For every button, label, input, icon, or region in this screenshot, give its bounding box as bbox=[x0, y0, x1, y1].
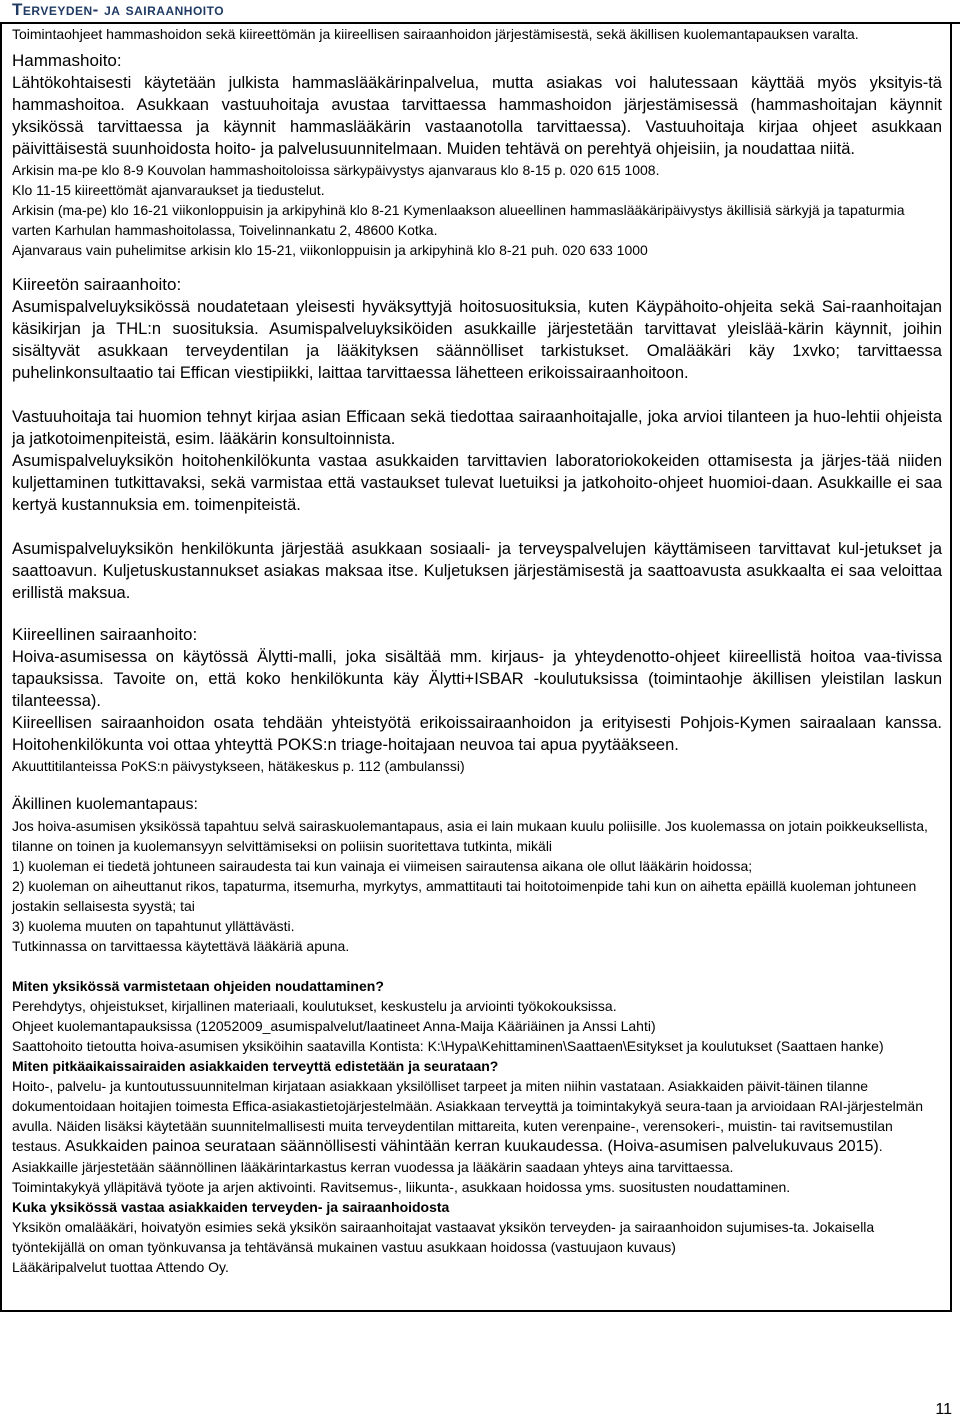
non-urgent-p1: Asumispalveluyksikössä noudatetaan yleisesti hyväksyttyjä hoitosuosituksia, kuten Käypähoito-ohjeita sekä Sai-raanhoitajan käsikirjan ja THL:n suosituksia. Asumispalveluyksiköiden asukkaille järjestetään tarvittavat yleislää-kärin käynnit, joihin sisältyvät asukkaan terveydentilan ja lääkityksen säännölliset tarkistukset. Omalääkäri käy 1xvko; tarvittaessa puhelinkonsultaatio tai Effican viestipiikki, laittaa tarvittaessa lähetteen erikoissairaanhoitoon. bbox=[12, 298, 942, 382]
chronic-answer-1-text: Hoito-, palvelu- ja kuntoutussuunnitelman kirjataan asiakkaan yksilölliset tarpeet ja miten niihin vastataan. Asiakkaiden päivit-täinen tilanne dokumentoidaan hoitajien toimesta Effica-asiakastietojärjestelmään. Asiakkaan terveyttä ja toimintakykyä seura-taan ja arvioidaan RAI-järjestelmän avulla. Näiden lisäksi käytetään suunnitelmallisesti muita terveydentilan mittareita, kuten verenpaine-, verensokeri-, muistin- tai ravitsemustilan testaus. bbox=[12, 1078, 923, 1154]
dental-title: Hammashoito: bbox=[12, 51, 122, 70]
dental-line-1: Arkisin ma-pe klo 8-9 Kouvolan hammashoitoloissa särkypäivystys ajanvaraus klo 8-15 p. 020 615 1008. bbox=[12, 162, 660, 178]
section-heading-bar bbox=[0, 0, 960, 24]
death-item-2: 2) kuoleman on aiheuttanut rikos, tapaturma, itsemurha, myrkytys, ammattitauti tai hoitotoimenpide tahi kun on aihetta epäillä kuoleman johtuneen jostakin sellaisesta syystä; tai bbox=[12, 878, 917, 914]
responsibility-section bbox=[12, 1197, 942, 1277]
dental-body: Lähtökohtaisesti käytetään julkista hammaslääkärinpalvelua, mutta asiakas voi halutessaan käyttää myös yksityis-tä hammashoitoa. Asukkaan vastuuhoitaja avustaa tarvittaessa hammashoidon järjestämisessä (hammashoitajan käynnit yksikössä tarvittaessa ja käynnit hammaslääkärin vastaanotolla tarvittaessa). Vastuuhoitaja kirjaa ohjeet asukkaan päivittäisestä suunhoidosta hoito- ja palvelusuunnitelmaan. Muiden tehtävä on perehtyä ohjeisiin, ja noudattaa niitä. bbox=[12, 74, 942, 158]
non-urgent-section bbox=[12, 274, 942, 604]
chronic-section bbox=[12, 1056, 942, 1197]
death-section bbox=[12, 794, 942, 956]
responsibility-question: Kuka yksikössä vastaa asiakkaiden terveyden- ja sairaanhoidosta bbox=[12, 1199, 450, 1215]
page-number: 11 bbox=[935, 1401, 952, 1418]
monitoring-answer-1: Perehdytys, ohjeistukset, kirjallinen materiaali, koulutukset, keskustelu ja arviointi työkokouksissa. bbox=[12, 998, 617, 1014]
urgent-p3: Akuuttitilanteissa PoKS:n päivystykseen, hätäkeskus p. 112 (ambulanssi) bbox=[12, 758, 465, 774]
non-urgent-p4: Asumispalveluyksikön henkilökunta järjestää asukkaan sosiaali- ja terveyspalvelujen käyttämiseen tarvittavat kul-jetukset ja saattoavun. Kuljetuskustannukset asiakas maksaa itse. Kuljetuksen järjestämisestä ja saattoavusta asukkaalta ei saa veloittaa erillistä maksua. bbox=[12, 540, 942, 602]
responsibility-answer-1: Yksikön omalääkäri, hoivatyön esimies sekä yksikön sairaanhoitajat vastaavat yksikön terveyden- ja sairaanhoidon sujumises-ta. Jokaisella työntekijällä on oman työnkuvansa ja tehtävänsä mukainen vastuu asukkaan hoidossa (vastuujaon kuvaus) bbox=[12, 1219, 875, 1255]
monitoring-question: Miten yksikössä varmistetaan ohjeiden noudattaminen? bbox=[12, 978, 384, 994]
dental-line-2: Klo 11-15 kiireettömät ajanvaraukset ja tiedustelut. bbox=[12, 182, 325, 198]
chronic-answer-1 bbox=[12, 1076, 942, 1177]
chronic-answer-2: Toimintakykyä ylläpitävä työote ja arjen aktivointi. Ravitsemus-, liikunta-, asukkaan hoidossa yms. suositusten noudattaminen. bbox=[12, 1179, 791, 1195]
intro-text: Toimintaohjeet hammashoidon sekä kiireettömän ja kiireellisen sairaanhoidon järjestämisestä, sekä äkillisen kuolemantapauksen varalta. bbox=[12, 26, 859, 42]
death-title: Äkillinen kuolemantapaus: bbox=[12, 796, 198, 813]
death-p1: Jos hoiva-asumisen yksikössä tapahtuu selvä sairaskuolemantapaus, asia ei lain mukaan kuulu poliisille. Jos kuolemassa on jotain poikkeuksellista, tilanne on toinen ja kuolemansyyn selvittämiseksi on poliisin suoritettava tutkinta, mikäli bbox=[12, 818, 928, 854]
monitoring-section bbox=[12, 976, 942, 1056]
non-urgent-title: Kiireetön sairaanhoito: bbox=[12, 275, 182, 294]
monitoring-answer-2: Ohjeet kuolemantapauksissa (12052009_asumispalvelut/laatineet Anna-Maija Kääriäinen ja Anssi Lahti) bbox=[12, 1018, 656, 1034]
document-body bbox=[12, 24, 942, 1277]
death-p2: Tutkinnassa on tarvittaessa käytettävä lääkäriä apuna. bbox=[12, 938, 350, 954]
death-item-1: 1) kuoleman ei tiedetä johtuneen sairaudesta tai kun vainaja ei viimeisen sairautensa aikana ole ollut lääkärin hoidossa; bbox=[12, 858, 753, 874]
urgent-title: Kiireellinen sairaanhoito: bbox=[12, 625, 198, 644]
chronic-answer-1-tail: . Asiakkaille järjestetään säännöllinen lääkärintarkastus kerran vuodessa ja lääkärin saadaan yhteys aina tarvittaessa. bbox=[12, 1138, 883, 1175]
dental-line-3: Arkisin (ma-pe) klo 16-21 viikonloppuisin ja arkipyhinä klo 8-21 Kymenlaakson alueellinen hammaslääkäripäivystys äkillisiä särkyjä ja tapaturmia varten Karhulan hammashoitolassa, Toivelinnankatu 2, 48600 Kotka. bbox=[12, 202, 905, 238]
non-urgent-p2: Vastuuhoitaja tai huomion tehnyt kirjaa asian Efficaan sekä tiedottaa sairaanhoitajalle, joka arvioi tilanteen ja huo-lehtii ohjeista ja jatkotoimenpiteistä, esim. lääkärin konsultoinnista. bbox=[12, 408, 942, 448]
dental-line-4: Ajanvaraus vain puhelimitse arkisin klo 15-21, viikonloppuisin ja arkipyhinä klo 8-21 puh. 020 633 1000 bbox=[12, 242, 648, 258]
dental-section bbox=[12, 50, 942, 260]
urgent-section bbox=[12, 624, 942, 776]
monitoring-answer-3: Saattohoito tietoutta hoiva-asumisen yksiköihin saatavilla Kontista: K:\Hypa\Kehittaminen\Saattaen\Esitykset ja koulutukset (Saattaen hanke) bbox=[12, 1038, 884, 1054]
urgent-p2: Kiireellisen sairaanhoidon osata tehdään yhteistyötä erikoissairaanhoidon ja erityisesti Pohjois-Kymen sairaalaan kanssa. Hoitohenkilökunta voi ottaa yhteyttä POKS:n triage-hoitajaan neuvoa tai apua pyytääkseen. bbox=[12, 714, 942, 754]
responsibility-answer-2: Lääkäripalvelut tuottaa Attendo Oy. bbox=[12, 1259, 229, 1275]
non-urgent-p3: Asumispalveluyksikön hoitohenkilökunta vastaa asukkaiden tarvittavien laboratoriokokeiden ottamisesta ja järjes-tää niiden kuljettaminen tutkittavaksi, sekä varmistaa että vastaukset tulevat luetuiksi ja jatkohoito-ohjeet huomioi-daan. Asukkaille ei saa kertyä kustannuksia em. toimenpiteistä. bbox=[12, 452, 942, 514]
section-heading: Terveyden- ja sairaanhoito bbox=[12, 0, 225, 19]
chronic-question: Miten pitkäaikaissairaiden asiakkaiden terveyttä edistetään ja seurataan? bbox=[12, 1058, 499, 1074]
urgent-p1: Hoiva-asumisessa on käytössä Älytti-malli, joka sisältää mm. kirjaus- ja yhteydenotto-ohjeet kiireellistä hoitoa vaa-tivissa tapauksissa. Tavoite on, että koko henkilökunta käy Älytti+ISBAR -koulutuksissa (toimintaohje äkillisen yleistilan laskun tilanteessa). bbox=[12, 648, 942, 710]
chronic-weight-note: Asukkaiden painoa seurataan säännöllisesti vähintään kerran kuukaudessa. (Hoiva-asumisen palvelukuvaus 2015) bbox=[64, 1138, 879, 1155]
death-item-3: 3) kuolema muuten on tapahtunut yllättävästi. bbox=[12, 918, 295, 934]
